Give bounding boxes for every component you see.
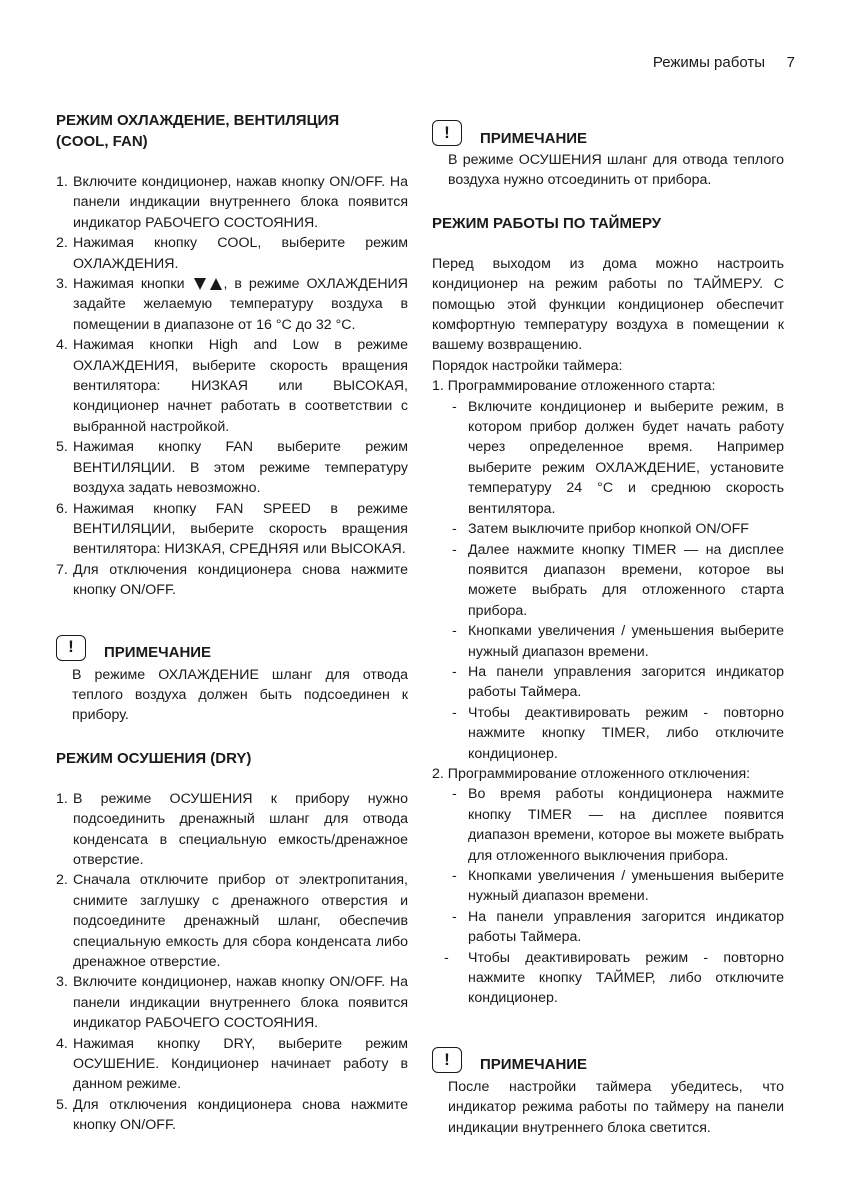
note-text: В режиме ОСУШЕНИЯ шланг для отвода теплого воздуха нужно отсоединить от прибора. bbox=[448, 152, 784, 189]
timer-section-title: РЕЖИМ РАБОТЫ ПО ТАЙМЕРУ bbox=[432, 214, 662, 232]
cool-section-subtitle: (COOL, FAN) bbox=[56, 133, 148, 150]
list-item: - Во время работы кондиционера нажмите кнопку TIMER — на дисплее появится диапазон времени, которое вы можете выбрать для отложенного выключения прибора. bbox=[452, 786, 784, 864]
list-item: 5. Для отключения кондиционера снова нажмите кнопку ON/OFF. bbox=[56, 1096, 408, 1134]
exclamation-note-icon: ! bbox=[56, 635, 86, 661]
exclamation-note-icon: ! bbox=[432, 1047, 462, 1073]
list-item: - Чтобы деактивировать режим - повторно нажмите кнопку TIMER, либо отключите кондиционер. bbox=[452, 704, 784, 762]
list-item: - Чтобы деактивировать режим - повторно нажмите кнопку ТАЙМЕР, либо отключите кондиционер. bbox=[444, 949, 784, 1007]
dry-section-title: РЕЖИМ ОСУШЕНИЯ (DRY) bbox=[56, 749, 252, 767]
note-text: После настройки таймера убедитесь, что индикатор режима работы по таймеру на панели индикации внутреннего блока светится. bbox=[448, 1078, 784, 1136]
list-item: 5. Нажимая кнопку FAN выберите режим ВЕНТИЛЯЦИИ. В этом режиме температуру воздуха задать невозможно. bbox=[56, 439, 408, 497]
list-item: 2. Нажимая кнопку COOL, выберите режим ОХЛАЖДЕНИЯ. bbox=[56, 235, 408, 272]
cool-section-title: РЕЖИМ ОХЛАЖДЕНИЕ, ВЕНТИЛЯЦИЯ bbox=[56, 112, 340, 129]
left-column bbox=[56, 110, 408, 1136]
list-item: 7. Для отключения кондиционера снова нажмите кнопку ON/OFF. bbox=[56, 561, 408, 599]
list-item: - Далее нажмите кнопку TIMER — на дисплее появится диапазон времени, которое вы можете выбрать для отложенного старта прибора. bbox=[452, 541, 784, 619]
list-item: - Кнопками увеличения / уменьшения выберите нужный диапазон времени. bbox=[452, 623, 784, 660]
list-item: 4. Нажимая кнопки High and Low в режиме ОХЛАЖДЕНИЯ, выберите скорость вращения вентилятора: НИЗКАЯ или ВЫСОКАЯ, кондиционер начнет работать в соответствии с выбранной настройкой. bbox=[56, 337, 408, 435]
right-column bbox=[432, 110, 784, 1160]
dry-steps bbox=[56, 789, 408, 1136]
list-item: - Затем выключите прибор кнопкой ON/OFF bbox=[452, 521, 749, 538]
list-item: 1. Включите кондиционер, нажав кнопку ON/OFF. На панели индикации внутреннего блока появится индикатор РАБОЧЕГО СОСТОЯНИЯ. bbox=[56, 174, 408, 231]
note-text: В режиме ОХЛАЖДЕНИЕ шланг для отвода теплого воздуха должен быть подсоединен к прибору. bbox=[72, 666, 408, 724]
note-title: ПРИМЕЧАНИЕ bbox=[480, 1056, 588, 1074]
timer-note bbox=[432, 1039, 784, 1138]
cool-steps bbox=[56, 172, 408, 601]
list-item: 6. Нажимая кнопку FAN SPEED в режиме ВЕНТИЛЯЦИИ, выберите скорость вращения вентилятора: НИЗКАЯ, СРЕДНЯЯ или ВЫСОКАЯ. bbox=[56, 500, 408, 558]
timer-start-list bbox=[432, 397, 784, 764]
list-item: 1. В режиме ОСУШЕНИЯ к прибору нужно подсоединить дренажный шланг для отвода конденсата в специальную емкость/дренажное отверстие. bbox=[56, 790, 408, 868]
cool-note bbox=[56, 627, 408, 726]
list-item: - На панели управления загорится индикатор работы Таймера. bbox=[452, 908, 784, 946]
list-item: - На панели управления загорится индикатор работы Таймера. bbox=[452, 663, 784, 701]
header-title: Режимы работы bbox=[652, 54, 765, 71]
timer-order: Порядок настройки таймера: bbox=[432, 357, 623, 374]
list-item: 2. Сначала отключите прибор от электропитания, снимите заглушку с дренажного отверстия и подсоедините дренажный шланг, обеспечив специальную емкость для сбора конденсата либо дренажное отверстие. bbox=[56, 872, 408, 970]
page-number: 7 bbox=[786, 54, 795, 71]
list-item: 4. Нажимая кнопку DRY, выберите режим ОСУШЕНИЕ. Кондиционер начинает работу в данном режиме. bbox=[56, 1035, 408, 1093]
triangle-down-icon bbox=[194, 278, 206, 290]
timer-stop-title: 2. Программирование отложенного отключения: bbox=[432, 765, 751, 782]
timer-start-title: 1. Программирование отложенного старта: bbox=[432, 378, 716, 395]
list-item: - Кнопками увеличения / уменьшения выберите нужный диапазон времени. bbox=[452, 868, 784, 905]
note-title: ПРИМЕЧАНИЕ bbox=[104, 644, 212, 662]
timer-intro: Перед выходом из дома можно настроить кондиционер на режим работы по ТАЙМЕРУ. С помощью этой функции кондиционер обеспечит комфортную температуру воздуха в помещении к вашему возвращению. bbox=[432, 255, 784, 354]
timer-stop-list bbox=[432, 784, 784, 1008]
triangle-up-icon bbox=[210, 278, 222, 290]
note-title: ПРИМЕЧАНИЕ bbox=[480, 129, 588, 147]
dry-note bbox=[432, 112, 784, 191]
exclamation-note-icon: ! bbox=[432, 120, 462, 146]
list-item: 3. Нажимая кнопки , в режиме ОХЛАЖДЕНИЯ задайте желаемую температуру воздуха в помещении в диапазоне от 16 °С до 32 °С. bbox=[56, 276, 409, 333]
list-item: - Включите кондиционер и выберите режим, в котором прибор должен будет начать работу через определенное время. Например выберите режим ОХЛАЖДЕНИЕ, установите температуру 24 °С и среднюю скорость вентилятора. bbox=[452, 398, 784, 517]
list-item: 3. Включите кондиционер, нажав кнопку ON/OFF. На панели индикации внутреннего блока появится индикатор РАБОЧЕГО СОСТОЯНИЯ. bbox=[56, 974, 408, 1032]
